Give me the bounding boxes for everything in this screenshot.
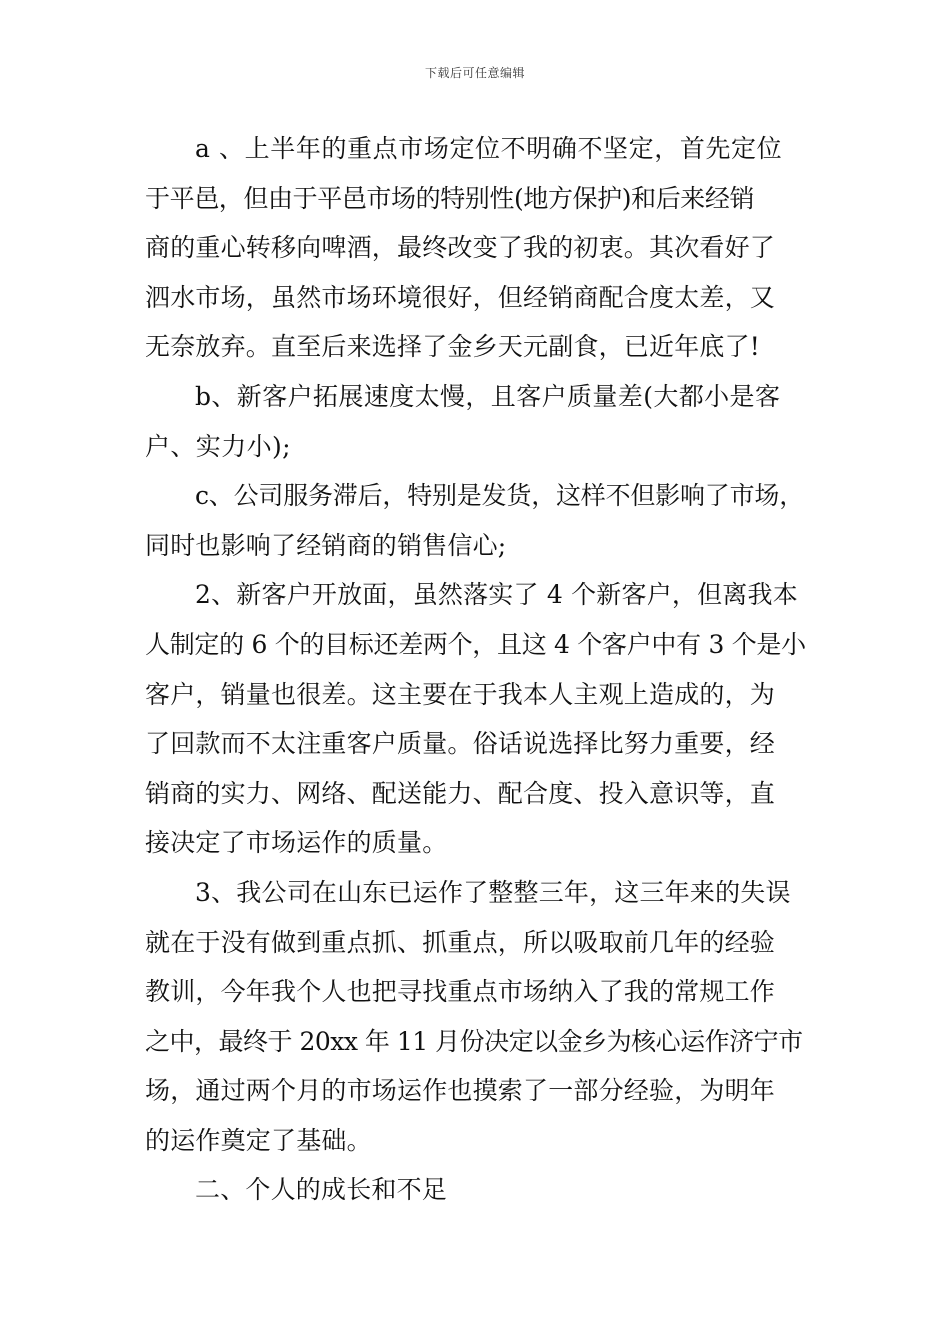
text-line: 了回款而不太注重客户质量。俗话说选择比努力重要，经 (145, 729, 776, 759)
text-line: 3、我公司在山东已运作了整整三年，这三年来的失误 (195, 877, 791, 907)
text-line: 的运作奠定了基础。 (145, 1125, 372, 1155)
text-line: 于平邑，但由于平邑市场的特别性(地方保护)和后来经销 (145, 183, 755, 213)
text-line: 2、新客户开放面，虽然落实了 4 个新客户，但离我本 (195, 580, 798, 610)
text-line: 客户，销量也很差。这主要在于我本人主观上造成的，为 (145, 679, 776, 709)
text-line: a 、上半年的重点市场定位不明确不坚定，首先定位 (195, 134, 783, 163)
text-line: b、新客户拓展速度太慢，且客户质量差(大都小是客 (195, 381, 781, 411)
paragraph-2 (145, 570, 825, 868)
text-line: 场，通过两个月的市场运作也摸索了一部分经验，为明年 (145, 1076, 776, 1106)
document-body (145, 124, 825, 1215)
text-line: 接决定了市场运作的质量。 (145, 828, 448, 858)
section-heading (145, 1165, 825, 1215)
text-line: 之中，最终于 20xx 年 11 月份决定以金乡为核心运作济宁市 (145, 1026, 803, 1056)
text-line: 泗水市场，虽然市场环境很好，但经销商配合度太差，又 (145, 282, 776, 312)
text-line: 同时也影响了经销商的销售信心; (145, 530, 507, 560)
text-line: 人制定的 6 个的目标还差两个，且这 4 个客户中有 3 个是小 (145, 629, 806, 659)
paragraph-b (145, 372, 825, 471)
paragraph-c (145, 471, 825, 570)
text-line: 户、实力小); (145, 431, 291, 461)
text-line: 无奈放弃。直至后来选择了金乡天元副食，已近年底了! (145, 332, 761, 362)
text-line: 就在于没有做到重点抓、抓重点，所以吸取前几年的经验 (145, 927, 776, 957)
page-header: 下载后可任意编辑 (424, 66, 525, 80)
text-line: 商的重心转移向啤酒，最终改变了我的初衷。其次看好了 (145, 233, 776, 263)
text-line: 销商的实力、网络、配送能力、配合度、投入意识等，直 (145, 778, 776, 808)
paragraph-a (145, 124, 825, 372)
text-line: 教训，今年我个人也把寻找重点市场纳入了我的常规工作 (145, 977, 776, 1007)
paragraph-3 (145, 868, 825, 1166)
text-line: c、公司服务滞后，特别是发货，这样不但影响了市场， (195, 481, 805, 511)
text-line: 二、个人的成长和不足 (195, 1175, 448, 1205)
